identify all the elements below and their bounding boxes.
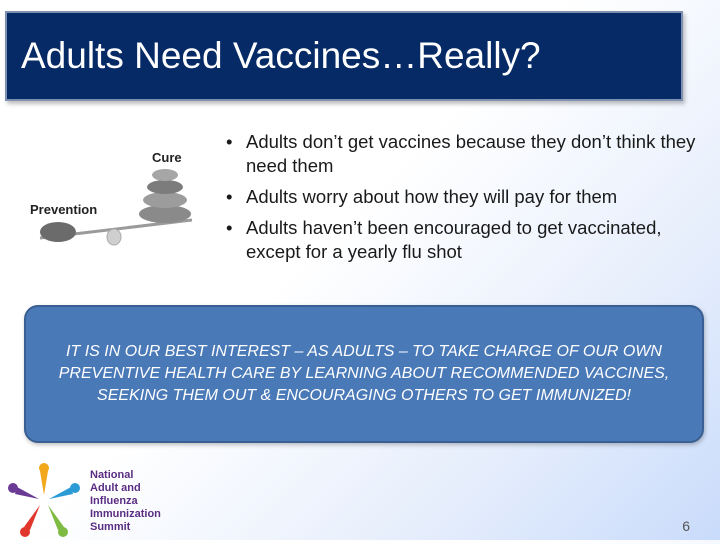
bullet-item: • Adults don’t get vaccines because they don’t think they need them (222, 130, 702, 178)
people-star-logo-icon (6, 463, 86, 539)
logo-line: Immunization (90, 508, 161, 520)
title-bar (5, 11, 683, 101)
logo-line: Summit (90, 521, 131, 533)
summit-logo (6, 463, 206, 539)
callout-text: IT IS IN OUR BEST INTEREST – AS ADULTS – TO TAKE CHARGE OF OUR OWN PREVENTIVE HEALTH CARE BY LEARNING ABOUT RECOMMENDED VACCINES, SEEKING THEM OUT & ENCOURAGING OTHERS TO GET IMMUNIZED! (58, 343, 670, 404)
prevention-label: Prevention (30, 202, 98, 217)
logo-text (90, 469, 161, 534)
bullet-list (222, 130, 702, 271)
callout-box (24, 305, 704, 443)
logo-line: National (90, 469, 134, 481)
page-number: 6 (682, 518, 690, 534)
cure-label: Cure (152, 150, 182, 165)
slide-title: Adults Need Vaccines…Really? (21, 35, 541, 76)
logo-line: Adult and (90, 482, 141, 494)
bullet-item: • Adults haven’t been encouraged to get vaccinated, except for a yearly flu shot (222, 216, 702, 264)
logo-line: Influenza (90, 495, 138, 507)
cure-prevention-illustration (22, 130, 202, 270)
bullet-item: • Adults worry about how they will pay for them (222, 185, 702, 209)
